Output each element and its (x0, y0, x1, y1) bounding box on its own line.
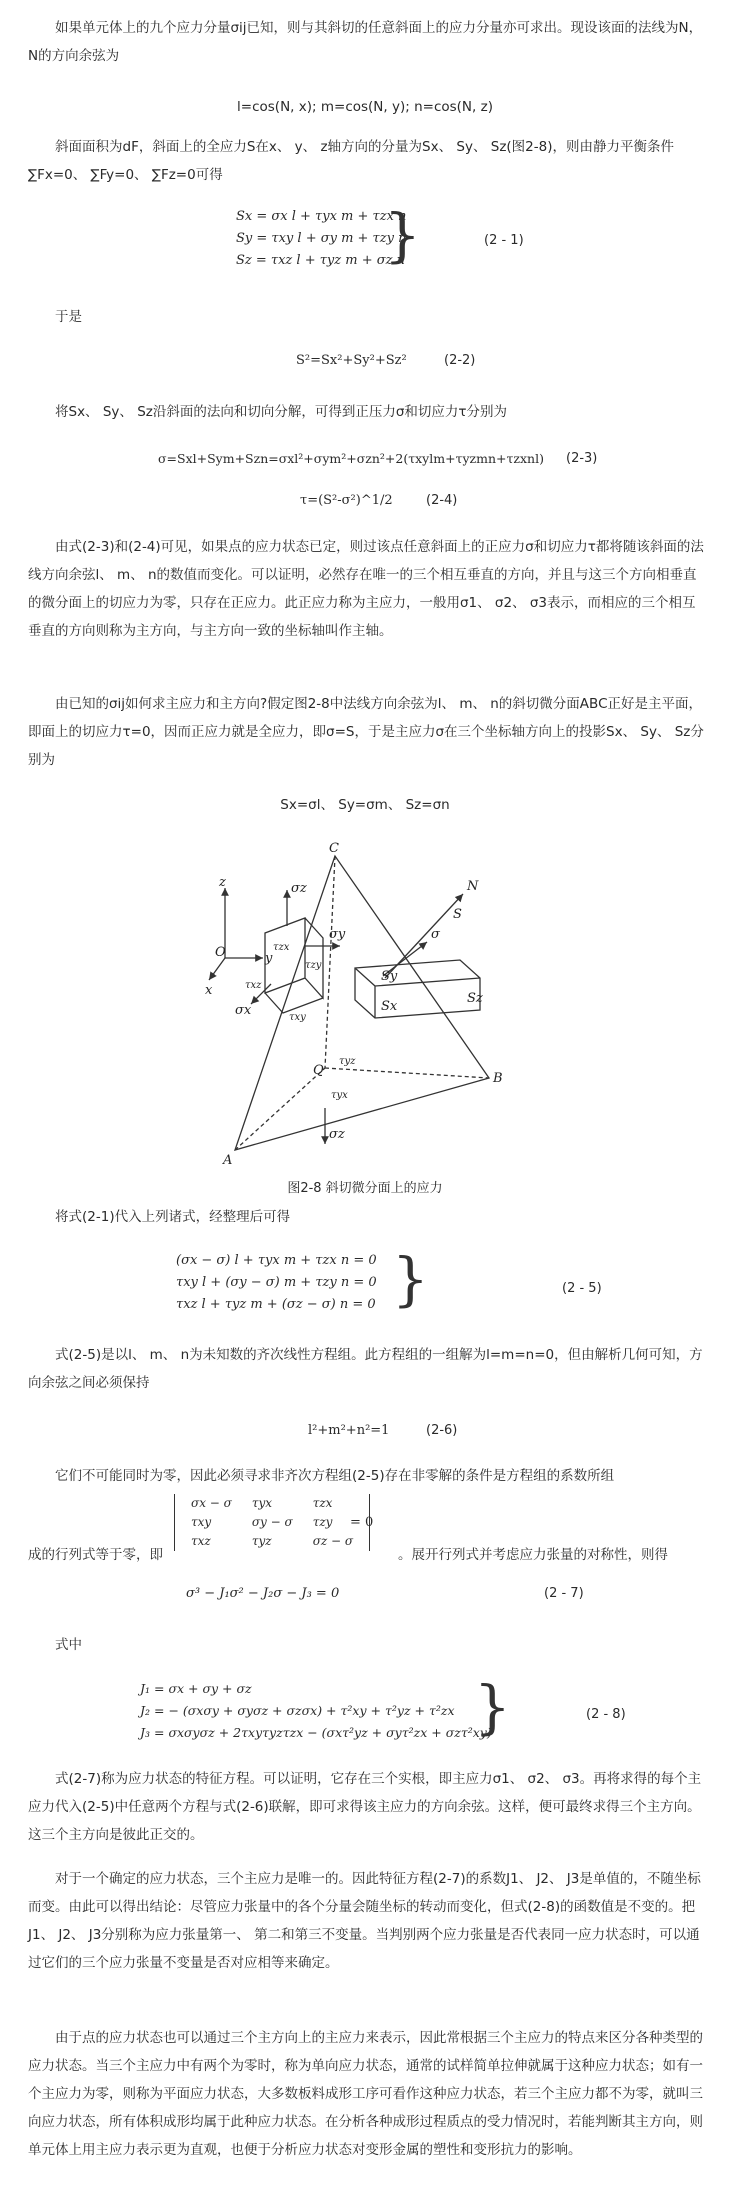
det-cell: σz − σ (312, 1534, 354, 1548)
eq21-number: (2 - 1) (484, 233, 524, 248)
eq21-brace: } (384, 201, 421, 269)
direction-cosines: l=cos(N, x); m=cos(N, y); n=cos(N, z) (237, 99, 493, 115)
det-cell: τzy (312, 1515, 333, 1529)
figure-2-8 (205, 838, 545, 1168)
eq25-line-1: (σx − σ) l + τyx m + τzx n = 0 (176, 1253, 377, 1268)
paragraph-9c: 。展开行列式并考虑应力张量的对称性，则得 (398, 1547, 668, 1563)
equation-2-4: τ=(S²-σ²)^1/2 (300, 493, 393, 508)
eq21-line-2: Sy = τxy l + σy m + τzy n (236, 231, 407, 246)
det-cell: τzx (312, 1496, 333, 1510)
label-o: O (215, 945, 226, 960)
label-tau-zx: τzx (273, 942, 290, 953)
prism (355, 960, 480, 1018)
edge-q-b (325, 1068, 489, 1078)
label-s: S (453, 907, 462, 922)
paragraph-11: 式(2-7)称为应力状态的特征方程。可以证明，它存在三个实根，即主应力σ1、 σ2、 σ3。再将求得的每个主应力代入(2-5)中任意两个方程与式(2-6)联解，即可求得该主应力的方向余弦。这样，便可最终求得三个主方向。这三个主方向是彼此正交的。 (28, 1771, 702, 1843)
label-sy: Sy (381, 969, 398, 984)
label-x: x (205, 983, 213, 998)
eq28-line-3: J₃ = σxσyσz + 2τxyτyzτzx − (σxτ²yz + σyτ²zx + σzτ²xy) (140, 1725, 492, 1740)
eq25-line-2: τxy l + (σy − σ) m + τzy n = 0 (176, 1275, 377, 1290)
paragraph-7: 将式(2-1)代入上列诸式，经整理后可得 (55, 1209, 291, 1225)
label-sz: Sz (467, 991, 483, 1006)
eq25-line-3: τxz l + τyz m + (σz − σ) n = 0 (176, 1297, 376, 1312)
eq25-number: (2 - 5) (562, 1281, 602, 1296)
label-tau-xy: τxy (289, 1012, 306, 1023)
label-n: N (467, 879, 479, 894)
eq28-brace: } (474, 1673, 511, 1741)
eq26-number: (2-6) (426, 1423, 458, 1438)
det-cell: τyx (251, 1496, 273, 1510)
det-cell: σx − σ (191, 1496, 232, 1510)
label-tau-yx: τyx (331, 1090, 348, 1101)
equation-2-7: σ³ − J₁σ² − J₂σ − J₃ = 0 (186, 1586, 340, 1601)
eq28-line-1: J₁ = σx + σy + σz (140, 1681, 252, 1696)
label-sx: Sx (381, 999, 398, 1014)
label-sigma-z-top: σz (291, 881, 307, 896)
figure-caption: 图2-8 斜切微分面上的应力 (287, 1181, 443, 1196)
det-cell: τxy (191, 1515, 212, 1529)
eq22-number: (2-2) (444, 353, 476, 368)
paragraph-8: 式(2-5)是以l、 m、 n为未知数的齐次线性方程组。此方程组的一组解为l=m=n=0，但由解析几何可知，方向余弦之间必须保持 (28, 1347, 703, 1391)
eq21-line-1: Sx = σx l + τyx m + τzx n (236, 209, 407, 224)
equation-2-5 (176, 1250, 377, 1316)
equation-2-3: σ=Sxl+Sym+Szn=σxl²+σym²+σzn²+2(τxylm+τyzmn+τzxnl) (158, 451, 544, 466)
eq28-number: (2 - 8) (586, 1707, 626, 1722)
eq27-number: (2 - 7) (544, 1586, 584, 1601)
paragraph-12: 对于一个确定的应力状态，三个主应力是唯一的。因此特征方程(2-7)的系数J1、 J2、 J3是单值的，不随坐标而变。由此可以得出结论：尽管应力张量中的各个分量会随坐标的转动而变化，但式(2-8)的函数值是不变的。把J1、 J2、 J3分别称为应力张量第一、 第二和第三不变量。当判别两个应力张量是否代表同一应力状态时，可以通过它们的三个应力张量不变量是否对应相等来确定。 (28, 1871, 701, 1971)
triangle-abc (235, 856, 489, 1150)
label-a: A (223, 1153, 233, 1168)
det-cell: τxz (191, 1534, 211, 1548)
paragraph-4: 将Sx、 Sy、 Sz沿斜面的法向和切向分解，可得到正压力σ和切应力τ分别为 (55, 404, 508, 420)
x-axis (209, 958, 225, 980)
label-c: C (329, 841, 339, 856)
label-b: B (493, 1071, 503, 1086)
label-sigma-x: σx (235, 1003, 252, 1018)
paragraph-10: 式中 (55, 1637, 82, 1653)
label-tau-yz: τyz (339, 1056, 356, 1067)
eq23-number: (2-3) (566, 451, 598, 466)
equation-2-6: l²+m²+n²=1 (308, 1423, 390, 1438)
determinant-equals: = 0 (350, 1515, 374, 1530)
principal-projections: Sx=σl、 Sy=σm、 Sz=σn (280, 797, 450, 813)
equation-2-2: S²=Sx²+Sy²+Sz² (296, 353, 407, 368)
label-y: y (265, 951, 273, 966)
label-tau-xz: τxz (245, 980, 262, 991)
label-sigma-z-bottom: σz (329, 1127, 345, 1142)
label-sigma-y: σy (329, 927, 346, 942)
paragraph-3: 于是 (55, 309, 82, 325)
paragraph-9b: 成的行列式等于零，即 (28, 1547, 163, 1563)
paragraph-13: 由于点的应力状态也可以通过三个主方向上的主应力来表示，因此常根据三个主应力的特点来区分各种类型的应力状态。当三个主应力中有两个为零时，称为单向应力状态，通常的试样简单拉伸就属于这种应力状态；如有一个主应力为零，则称为平面应力状态，大多数板料成形工序可看作这种应力状态，若三个主应力都不为零，就叫三向应力状态，所有体积成形均属于此种应力状态。在分析各种成形过程质点的受力情况时，若能判断其主方向，则单元体上用主应力表示更为直观，也便于分析应力状态对变形金属的塑性和变形抗力的影响。 (28, 2030, 703, 2158)
det-cell: τyz (251, 1534, 272, 1548)
eq25-brace: } (392, 1245, 429, 1313)
paragraph-2: 斜面面积为dF，斜面上的全应力S在x、 y、 z轴方向的分量为Sx、 Sy、 Sz(图2-8)，则由静力平衡条件∑Fx=0、 ∑Fy=0、 ∑Fz=0可得 (28, 139, 674, 183)
eq21-line-3: Sz = τxz l + τyz m + σz n (236, 253, 405, 268)
label-sigma: σ (431, 927, 440, 942)
label-tau-zy: τzy (305, 960, 322, 971)
edge-c-q (325, 856, 335, 1068)
label-q: Q (313, 1063, 324, 1078)
equation-2-8 (140, 1678, 492, 1744)
equation-2-1 (236, 206, 406, 272)
label-z: z (219, 875, 226, 890)
det-cell: σy − σ (251, 1515, 293, 1529)
paragraph-9a: 它们不可能同时为零，因此必须寻求非齐次方程组(2-5)存在非零解的条件是方程组的系数所组 (55, 1468, 615, 1484)
paragraph-6: 由已知的σij如何求主应力和主方向?假定图2-8中法线方向余弦为l、 m、 n的斜切微分面ABC正好是主平面，即面上的切应力τ=0，因而正应力就是全应力，即σ=S，于是主应力σ在三个坐标轴方向上的投影Sx、 Sy、 Sz分别为 (28, 696, 704, 768)
eq28-line-2: J₂ = − (σxσy + σyσz + σzσx) + τ²xy + τ²yz + τ²zx (140, 1703, 455, 1718)
determinant (174, 1494, 370, 1551)
paragraph-5: 由式(2-3)和(2-4)可见，如果点的应力状态已定，则过该点任意斜面上的正应力σ和切应力τ都将随该斜面的法线方向余弦l、 m、 n的数值而变化。可以证明，必然存在唯一的三个相互垂直的方向，并且与这三个方向相垂直的微分面上的切应力为零，只存在正应力。此正应力称为主应力，一般用σ1、 σ2、 σ3表示，而相应的三个相互垂直的方向则称为主方向，与主方向一致的坐标轴叫作主轴。 (28, 539, 704, 639)
eq24-number: (2-4) (426, 493, 458, 508)
paragraph-1: 如果单元体上的九个应力分量σij已知，则与其斜切的任意斜面上的应力分量亦可求出。现设该面的法线为N，N的方向余弦为 (28, 20, 703, 64)
